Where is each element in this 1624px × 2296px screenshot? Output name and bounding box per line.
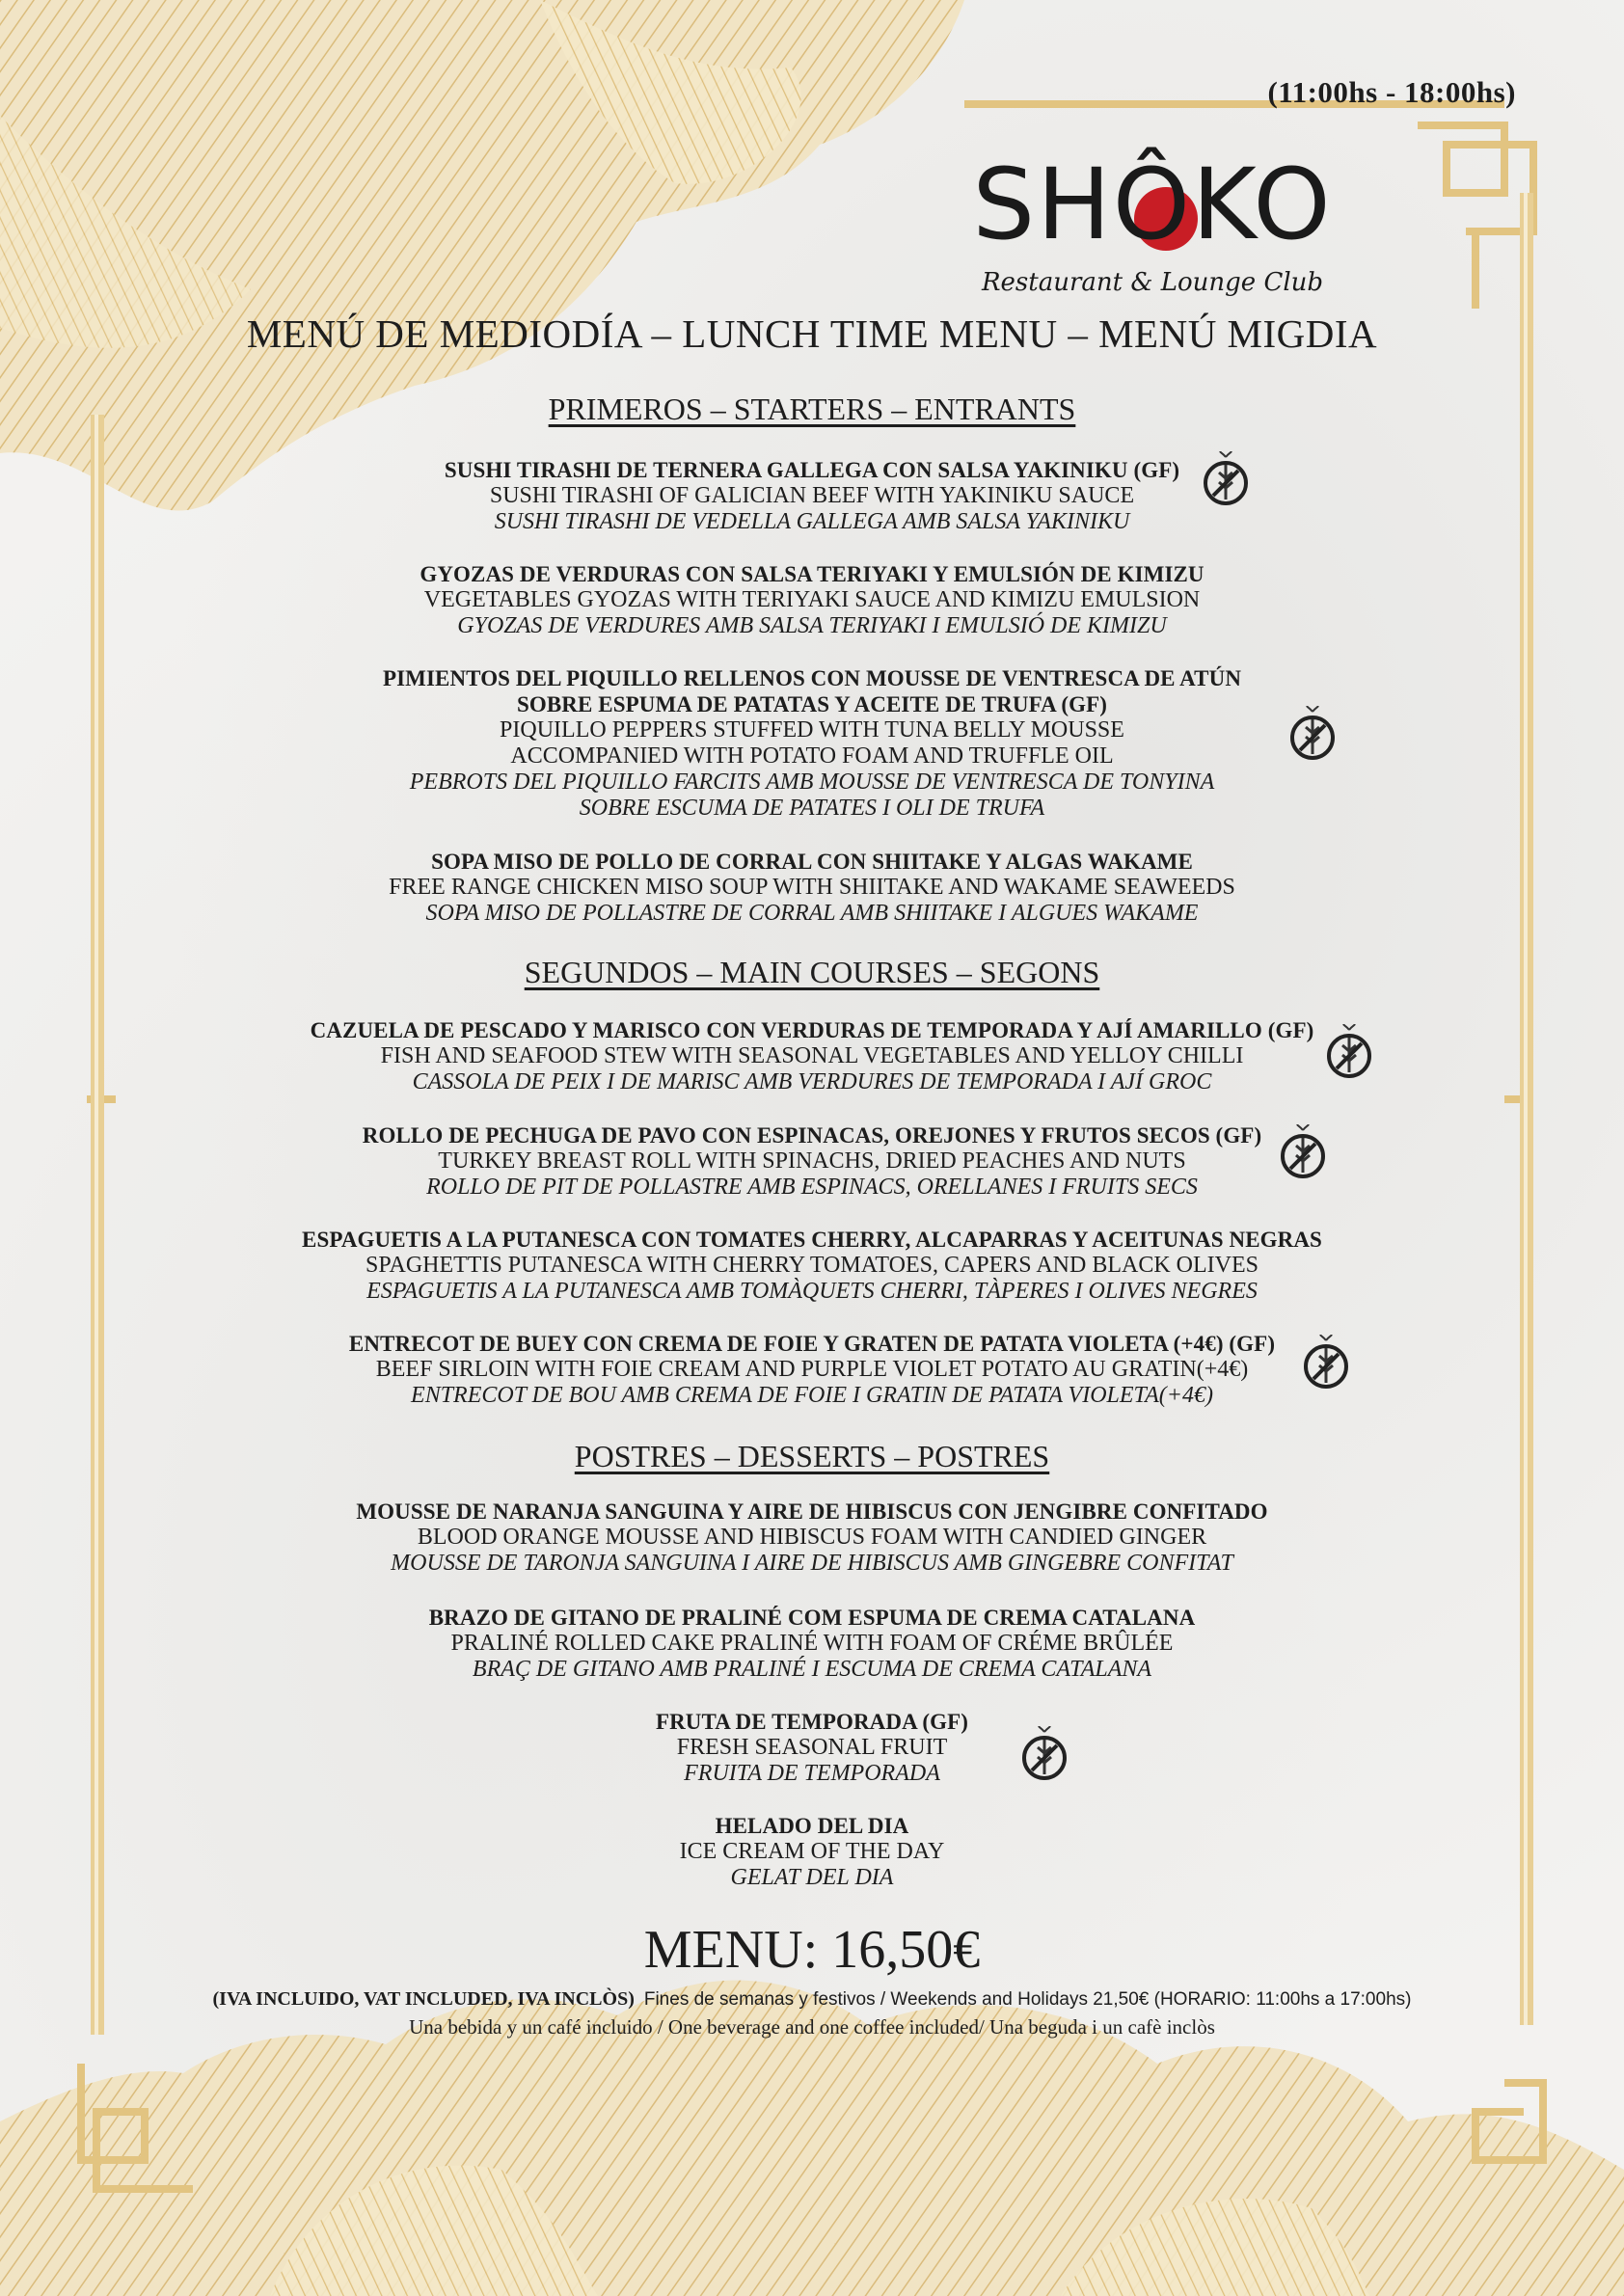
dish-item bbox=[0, 1017, 1624, 1095]
no-gluten-icon bbox=[1202, 451, 1250, 507]
dish-name-en: TURKEY BREAST ROLL WITH SPINACHS, DRIED PEACHES AND NUTS bbox=[438, 1148, 1186, 1174]
section-heading-starters: PRIMEROS – STARTERS – ENTRANTS bbox=[548, 392, 1076, 426]
dish-name-es: HELADO DEL DIA bbox=[715, 1814, 909, 1838]
logo-subtitle: Restaurant & Lounge Club bbox=[981, 268, 1324, 297]
dish-name-es: BRAZO DE GITANO DE PRALINÉ COM ESPUMA DE CREMA CATALANA bbox=[428, 1606, 1196, 1630]
dish-name-es: ESPAGUETIS A LA PUTANESCA CON TOMATES CHERRY, ALCAPARRAS Y ACEITUNAS NEGRAS bbox=[302, 1228, 1322, 1252]
dish-item bbox=[0, 457, 1624, 535]
dish-name-en: ICE CREAM OF THE DAY bbox=[679, 1839, 945, 1864]
dish-name-es: GYOZAS DE VERDURAS CON SALSA TERIYAKI Y EMULSIÓN DE KIMIZU bbox=[420, 562, 1204, 586]
dish-name-ca: GELAT DEL DIA bbox=[730, 1865, 894, 1890]
tax-and-weekend-note bbox=[0, 1988, 1624, 2011]
dish-name-en: VEGETABLES GYOZAS WITH TERIYAKI SAUCE AND KIMIZU EMULSION bbox=[423, 587, 1201, 612]
dish-name-ca-line2: SOBRE ESCUMA DE PATATES I OLI DE TRUFA bbox=[579, 796, 1045, 821]
no-gluten-icon bbox=[1020, 1726, 1069, 1782]
dish-item bbox=[0, 849, 1624, 927]
section-heading-main-courses: SEGUNDOS – MAIN COURSES – SEGONS bbox=[524, 955, 1100, 989]
menu-price: MENU: 16,50€ bbox=[643, 1920, 981, 1980]
dish-name-ca: ROLLO DE PIT DE POLLASTRE AMB ESPINACS, ORELLANES I FRUITS SECS bbox=[426, 1175, 1198, 1200]
dish-name-es: CAZUELA DE PESCADO Y MARISCO CON VERDURAS DE TEMPORADA Y AJÍ AMARILLO (GF) bbox=[310, 1018, 1314, 1042]
dish-name-es: MOUSSE DE NARANJA SANGUINA Y AIRE DE HIBISCUS CON JENGIBRE CONFITADO bbox=[356, 1499, 1268, 1524]
dish-name-en: SPAGHETTIS PUTANESCA WITH CHERRY TOMATOES, CAPERS AND BLACK OLIVES bbox=[365, 1253, 1259, 1278]
dish-name-es: PIMIENTOS DEL PIQUILLO RELLENOS CON MOUSSE DE VENTRESCA DE ATÚN bbox=[382, 666, 1242, 690]
dish-item bbox=[0, 665, 1624, 822]
no-gluten-icon bbox=[1325, 1024, 1373, 1080]
no-gluten-icon bbox=[1279, 1124, 1327, 1180]
dish-item bbox=[0, 1605, 1624, 1683]
logo-wordmark: SHÔKO bbox=[972, 148, 1333, 262]
dish-name-ca: ESPAGUETIS A LA PUTANESCA AMB TOMÀQUETS CHERRI, TÀPERES I OLIVES NEGRES bbox=[366, 1279, 1258, 1304]
frame-left-border bbox=[91, 415, 104, 2035]
dish-name-ca: BRAÇ DE GITANO AMB PRALINÉ I ESCUMA DE CREMA CATALANA bbox=[472, 1657, 1152, 1682]
tax-note: (IVA INCLUIDO, VAT INCLUDED, IVA INCLÒS) bbox=[212, 1988, 635, 2010]
dish-name-ca: ENTRECOT DE BOU AMB CREMA DE FOIE I GRATIN DE PATATA VIOLETA(+4€) bbox=[411, 1383, 1213, 1408]
menu-title: MENÚ DE MEDIODÍA – LUNCH TIME MENU – MENÚ MIGDIA bbox=[246, 311, 1378, 356]
drinks-included-note: Una bebida y un café incluido / One beverage and one coffee included/ Una beguda i un cafè inclòs bbox=[409, 2015, 1215, 2039]
dish-name-en: FRESH SEASONAL FRUIT bbox=[676, 1735, 948, 1760]
dish-name-ca: PEBROTS DEL PIQUILLO FARCITS AMB MOUSSE DE VENTRESCA DE TONYINA bbox=[409, 770, 1215, 795]
service-hours: (11:00hs - 18:00hs) bbox=[1267, 75, 1516, 109]
section-heading-desserts: POSTRES – DESSERTS – POSTRES bbox=[574, 1439, 1050, 1473]
dish-name-en: PIQUILLO PEPPERS STUFFED WITH TUNA BELLY MOUSSE bbox=[500, 717, 1124, 743]
dish-item bbox=[0, 1813, 1624, 1891]
dish-name-en: BEEF SIRLOIN WITH FOIE CREAM AND PURPLE VIOLET POTATO AU GRATIN(+4€) bbox=[375, 1357, 1249, 1382]
dish-name-es: FRUTA DE TEMPORADA (GF) bbox=[655, 1710, 969, 1734]
dish-name-es: ENTRECOT DE BUEY CON CREMA DE FOIE Y GRATEN DE PATATA VIOLETA (+4€) (GF) bbox=[348, 1332, 1276, 1356]
dish-name-es: SUSHI TIRASHI DE TERNERA GALLEGA CON SALSA YAKINIKU (GF) bbox=[444, 458, 1180, 482]
dish-name-ca: FRUITA DE TEMPORADA bbox=[684, 1761, 940, 1786]
dish-name-en: BLOOD ORANGE MOUSSE AND HIBISCUS FOAM WITH CANDIED GINGER bbox=[417, 1525, 1207, 1550]
shoko-logo bbox=[964, 148, 1340, 297]
dish-name-ca: SOPA MISO DE POLLASTRE DE CORRAL AMB SHIITAKE I ALGUES WAKAME bbox=[425, 901, 1199, 926]
dish-name-es-line2: SOBRE ESPUMA DE PATATAS Y ACEITE DE TRUFA (GF) bbox=[516, 692, 1108, 716]
dish-name-es: SOPA MISO DE POLLO DE CORRAL CON SHIITAKE Y ALGAS WAKAME bbox=[431, 850, 1193, 874]
dish-item bbox=[0, 561, 1624, 639]
weekend-price-note: Fines de semanas y festivos / Weekends and Holidays 21,50€ (HORARIO: 11:00hs a 17:00hs) bbox=[643, 1989, 1412, 2010]
dish-name-en: SUSHI TIRASHI OF GALICIAN BEEF WITH YAKINIKU SAUCE bbox=[489, 483, 1135, 508]
dish-name-en-line2: ACCOMPANIED WITH POTATO FOAM AND TRUFFLE OIL bbox=[510, 743, 1114, 769]
dish-name-ca: GYOZAS DE VERDURES AMB SALSA TERIYAKI I EMULSIÓ DE KIMIZU bbox=[457, 613, 1167, 638]
dish-item bbox=[0, 1227, 1624, 1305]
dish-item bbox=[0, 1331, 1624, 1409]
dish-item bbox=[0, 1499, 1624, 1577]
dish-name-ca: MOUSSE DE TARONJA SANGUINA I AIRE DE HIBISCUS AMB GINGEBRE CONFITAT bbox=[391, 1551, 1233, 1576]
dish-name-en: FISH AND SEAFOOD STEW WITH SEASONAL VEGETABLES AND YELLOY CHILLI bbox=[380, 1043, 1244, 1068]
dish-name-en: FREE RANGE CHICKEN MISO SOUP WITH SHIITAKE AND WAKAME SEAWEEDS bbox=[389, 875, 1235, 900]
no-gluten-icon bbox=[1302, 1335, 1350, 1391]
no-gluten-icon bbox=[1288, 706, 1337, 762]
dish-name-ca: CASSOLA DE PEIX I DE MARISC AMB VERDURES DE TEMPORADA I AJÍ GROC bbox=[412, 1069, 1212, 1094]
dish-name-ca: SUSHI TIRASHI DE VEDELLA GALLEGA AMB SALSA YAKINIKU bbox=[494, 509, 1130, 534]
dish-name-es: ROLLO DE PECHUGA DE PAVO CON ESPINACAS, OREJONES Y FRUTOS SECOS (GF) bbox=[362, 1123, 1262, 1148]
dish-name-en: PRALINÉ ROLLED CAKE PRALINÉ WITH FOAM OF CRÉME BRÛLÉE bbox=[450, 1631, 1174, 1656]
dish-item bbox=[0, 1122, 1624, 1201]
dish-item bbox=[0, 1709, 1624, 1787]
